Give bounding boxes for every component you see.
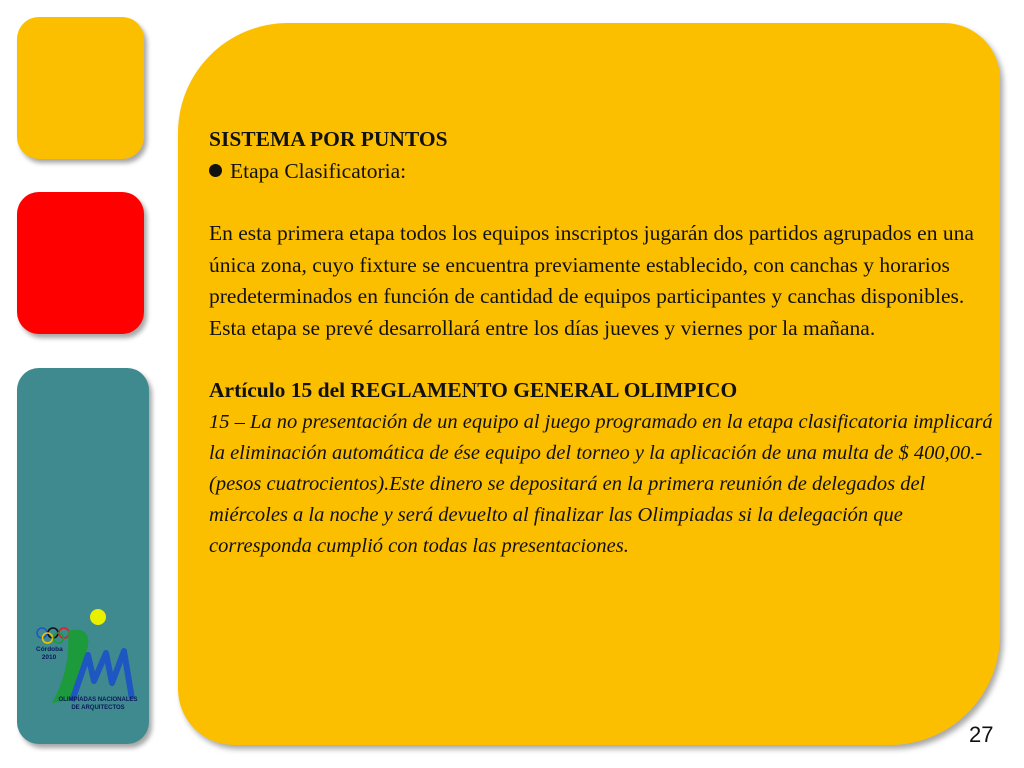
article-title: Artículo 15 del REGLAMENTO GENERAL OLIMPICO: [209, 378, 738, 402]
decorative-tile-yellow: [17, 17, 144, 159]
logo-name-line1: OLIMPÍADAS NACIONALES: [58, 697, 138, 703]
article-text: 15 – La no presentación de un equipo al juego programado en la etapa clasificatoria implicará la eliminación automática de ése equipo del torneo y la aplicación de una multa de $ 400,00.- (pesos cuatrocientos).Este dinero se depositará en la primera reunión de delegados del miércoles a la noche y será devuelto al finalizar las Olimpiadas si la delegación que corresponda cumplió con todas las presentaciones.: [209, 410, 993, 557]
page-number: 27: [969, 722, 994, 747]
bullet-text: Etapa Clasificatoria:: [230, 158, 407, 183]
logo-head-shape: [90, 609, 106, 625]
bullet-item: [209, 156, 999, 188]
slide-heading: SISTEMA POR PUNTOS: [209, 127, 448, 151]
slide-content: [209, 124, 999, 562]
logo-year: 2010: [41, 654, 57, 661]
logo-city: Córdoba: [36, 646, 63, 653]
decorative-tile-red: [17, 192, 144, 334]
logo-name-line2: DE ARQUITECTOS: [71, 705, 125, 711]
olympic-rings-icon: [37, 628, 69, 643]
intro-paragraph: En esta primera etapa todos los equipos inscriptos jugarán dos partidos agrupados en una única zona, cuyo fixture se encuentra previamente establecido, con canchas y horarios predeterminados en función de cantidad de equipos participantes y canchas disponibles. Esta etapa se prevé desarrollará entre los días jueves y viernes por la mañana.: [209, 221, 974, 340]
